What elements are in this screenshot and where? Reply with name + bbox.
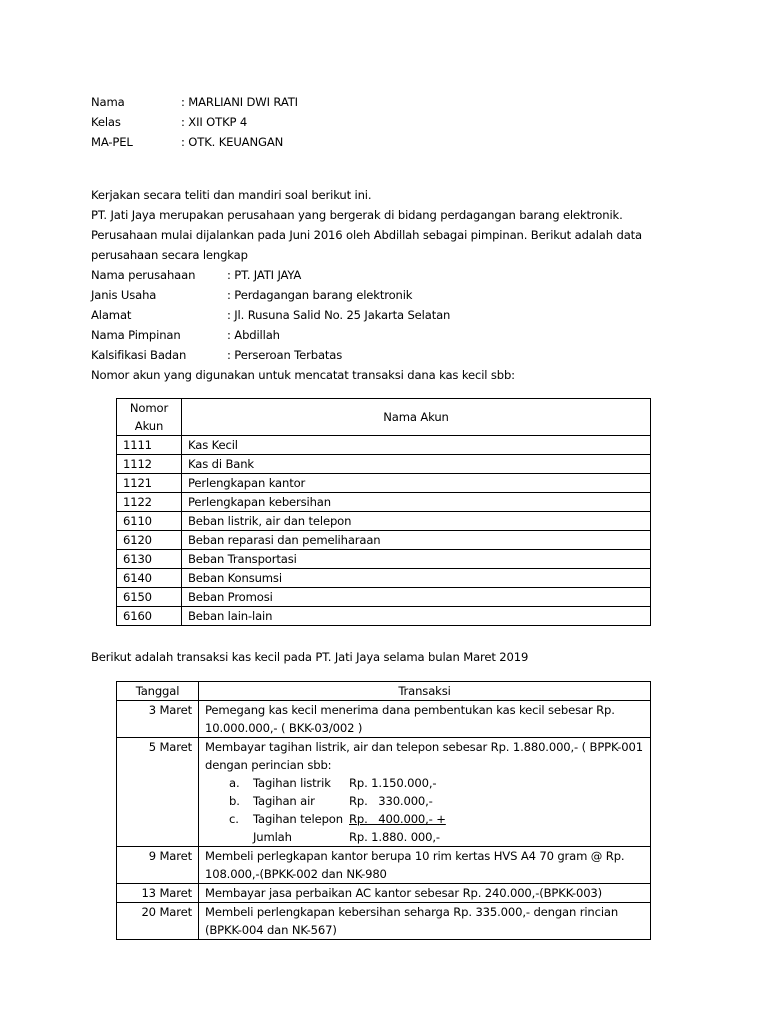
account-name: Beban Promosi [182, 588, 651, 607]
account-number: 1112 [117, 455, 182, 474]
item-number: c. [229, 812, 239, 826]
transaction-date: 3 Maret [117, 701, 199, 738]
header-account-name: Nama Akun [182, 399, 651, 436]
account-number: 6160 [117, 607, 182, 626]
transaction-text: Membeli perlegkapan kantor berupa 10 rim kertas HVS A4 70 gram @ Rp. 108.000,-(BPKK-002 dan NK-980 [199, 847, 651, 884]
transaction-detail [199, 738, 651, 847]
company-address-row [91, 308, 451, 322]
breakdown-item [205, 792, 644, 810]
transaction-text: Membayar tagihan listrik, air dan telepon sebesar Rp. 1.880.000,- ( BPPK-001 dengan perincian sbb: [205, 740, 643, 772]
value: : PT. JATI JAYA [227, 268, 302, 282]
transaction-table [116, 681, 651, 940]
value: : Jl. Rusuna Salid No. 25 Jakarta Selatan [227, 308, 451, 322]
value: : MARLIANI DWI RATI [181, 95, 298, 109]
table-row [117, 455, 651, 474]
transaction-date: 9 Maret [117, 847, 199, 884]
account-number: 1111 [117, 436, 182, 455]
transaction-date: 20 Maret [117, 903, 199, 940]
item-amount: Rp. 330.000,- [349, 794, 433, 808]
header-account-number: Nomor Akun [117, 399, 182, 436]
header-transaction: Transaksi [199, 682, 651, 701]
table-row [117, 588, 651, 607]
table-row [117, 607, 651, 626]
value: : XII OTKP 4 [181, 115, 248, 129]
account-name: Kas di Bank [182, 455, 651, 474]
intro-line: Perusahaan mulai dijalankan pada Juni 2016 oleh Abdillah sebagai pimpinan. Berikut adalah data [91, 228, 643, 242]
label: Nama Pimpinan [91, 328, 181, 342]
item-amount: Rp. 1.150.000,- [349, 776, 437, 790]
transaction-text: Membayar jasa perbaikan AC kantor sebesar Rp. 240.000,-(BPKK-003) [199, 884, 651, 903]
intro-line: perusahaan secara lengkap [91, 248, 248, 262]
breakdown-item [205, 774, 644, 792]
account-table [116, 398, 651, 626]
transaction-date: 13 Maret [117, 884, 199, 903]
item-amount: Rp. 1.880. 000,- [349, 830, 440, 844]
account-intro: Nomor akun yang digunakan untuk mencatat transaksi dana kas kecil sbb: [91, 368, 515, 382]
account-number: 6150 [117, 588, 182, 607]
account-number: 6140 [117, 569, 182, 588]
table-row [117, 493, 651, 512]
account-number: 6130 [117, 550, 182, 569]
account-number: 6120 [117, 531, 182, 550]
table-header-row [117, 682, 651, 701]
account-name: Perlengkapan kantor [182, 474, 651, 493]
header-date: Tanggal [117, 682, 199, 701]
table-row [117, 550, 651, 569]
label: Nama [91, 95, 125, 109]
item-number: b. [229, 794, 240, 808]
table-row [117, 436, 651, 455]
student-subject-row [91, 135, 284, 149]
student-name-row [91, 95, 298, 109]
account-number: 1121 [117, 474, 182, 493]
company-class-row [91, 348, 343, 362]
account-number: 1122 [117, 493, 182, 512]
account-name: Perlengkapan kebersihan [182, 493, 651, 512]
table-row [117, 512, 651, 531]
transaction-intro: Berikut adalah transaksi kas kecil pada PT. Jati Jaya selama bulan Maret 2019 [91, 650, 529, 664]
table-row [117, 884, 651, 903]
transaction-text: Membeli perlengkapan kebersihan seharga Rp. 335.000,- dengan rincian (BPKK-004 dan NK-567) [199, 903, 651, 940]
account-name: Beban Transportasi [182, 550, 651, 569]
transaction-date: 5 Maret [117, 738, 199, 847]
item-label: Jumlah [253, 830, 292, 844]
company-type-row [91, 288, 413, 302]
item-number [205, 828, 253, 846]
table-row [117, 531, 651, 550]
company-name-row [91, 268, 302, 282]
label: Nama perusahaan [91, 268, 196, 282]
student-class-row [91, 115, 248, 129]
company-leader-row [91, 328, 280, 342]
breakdown-total [205, 828, 644, 846]
label: MA-PEL [91, 135, 133, 149]
table-row [117, 474, 651, 493]
table-row [117, 569, 651, 588]
intro-line: Kerjakan secara teliti dan mandiri soal berikut ini. [91, 188, 372, 202]
label: Kelas [91, 115, 121, 129]
item-label: Tagihan air [253, 794, 315, 808]
value: : Perseroan Terbatas [227, 348, 343, 362]
item-label: Tagihan telepon [253, 812, 343, 826]
item-amount: Rp. 400.000,- + [349, 812, 446, 826]
account-number: 6110 [117, 512, 182, 531]
account-name: Beban listrik, air dan telepon [182, 512, 651, 531]
table-row [117, 847, 651, 884]
transaction-text: Pemegang kas kecil menerima dana pembentukan kas kecil sebesar Rp. 10.000.000,- ( BKK-03/002 ) [199, 701, 651, 738]
value: : Perdagangan barang elektronik [227, 288, 413, 302]
account-name: Kas Kecil [182, 436, 651, 455]
table-header-row [117, 399, 651, 436]
value: : OTK. KEUANGAN [181, 135, 284, 149]
item-number: a. [229, 776, 240, 790]
intro-line: PT. Jati Jaya merupakan perusahaan yang bergerak di bidang perdagangan barang elektronik. [91, 208, 623, 222]
label: Alamat [91, 308, 132, 322]
value: : Abdillah [227, 328, 280, 342]
item-label: Tagihan listrik [253, 776, 331, 790]
account-name: Beban Konsumsi [182, 569, 651, 588]
table-row [117, 738, 651, 847]
breakdown-item [205, 810, 644, 828]
account-name: Beban lain-lain [182, 607, 651, 626]
account-name: Beban reparasi dan pemeliharaan [182, 531, 651, 550]
table-row [117, 903, 651, 940]
table-row [117, 701, 651, 738]
label: Kalsifikasi Badan [91, 348, 187, 362]
label: Janis Usaha [91, 288, 157, 302]
